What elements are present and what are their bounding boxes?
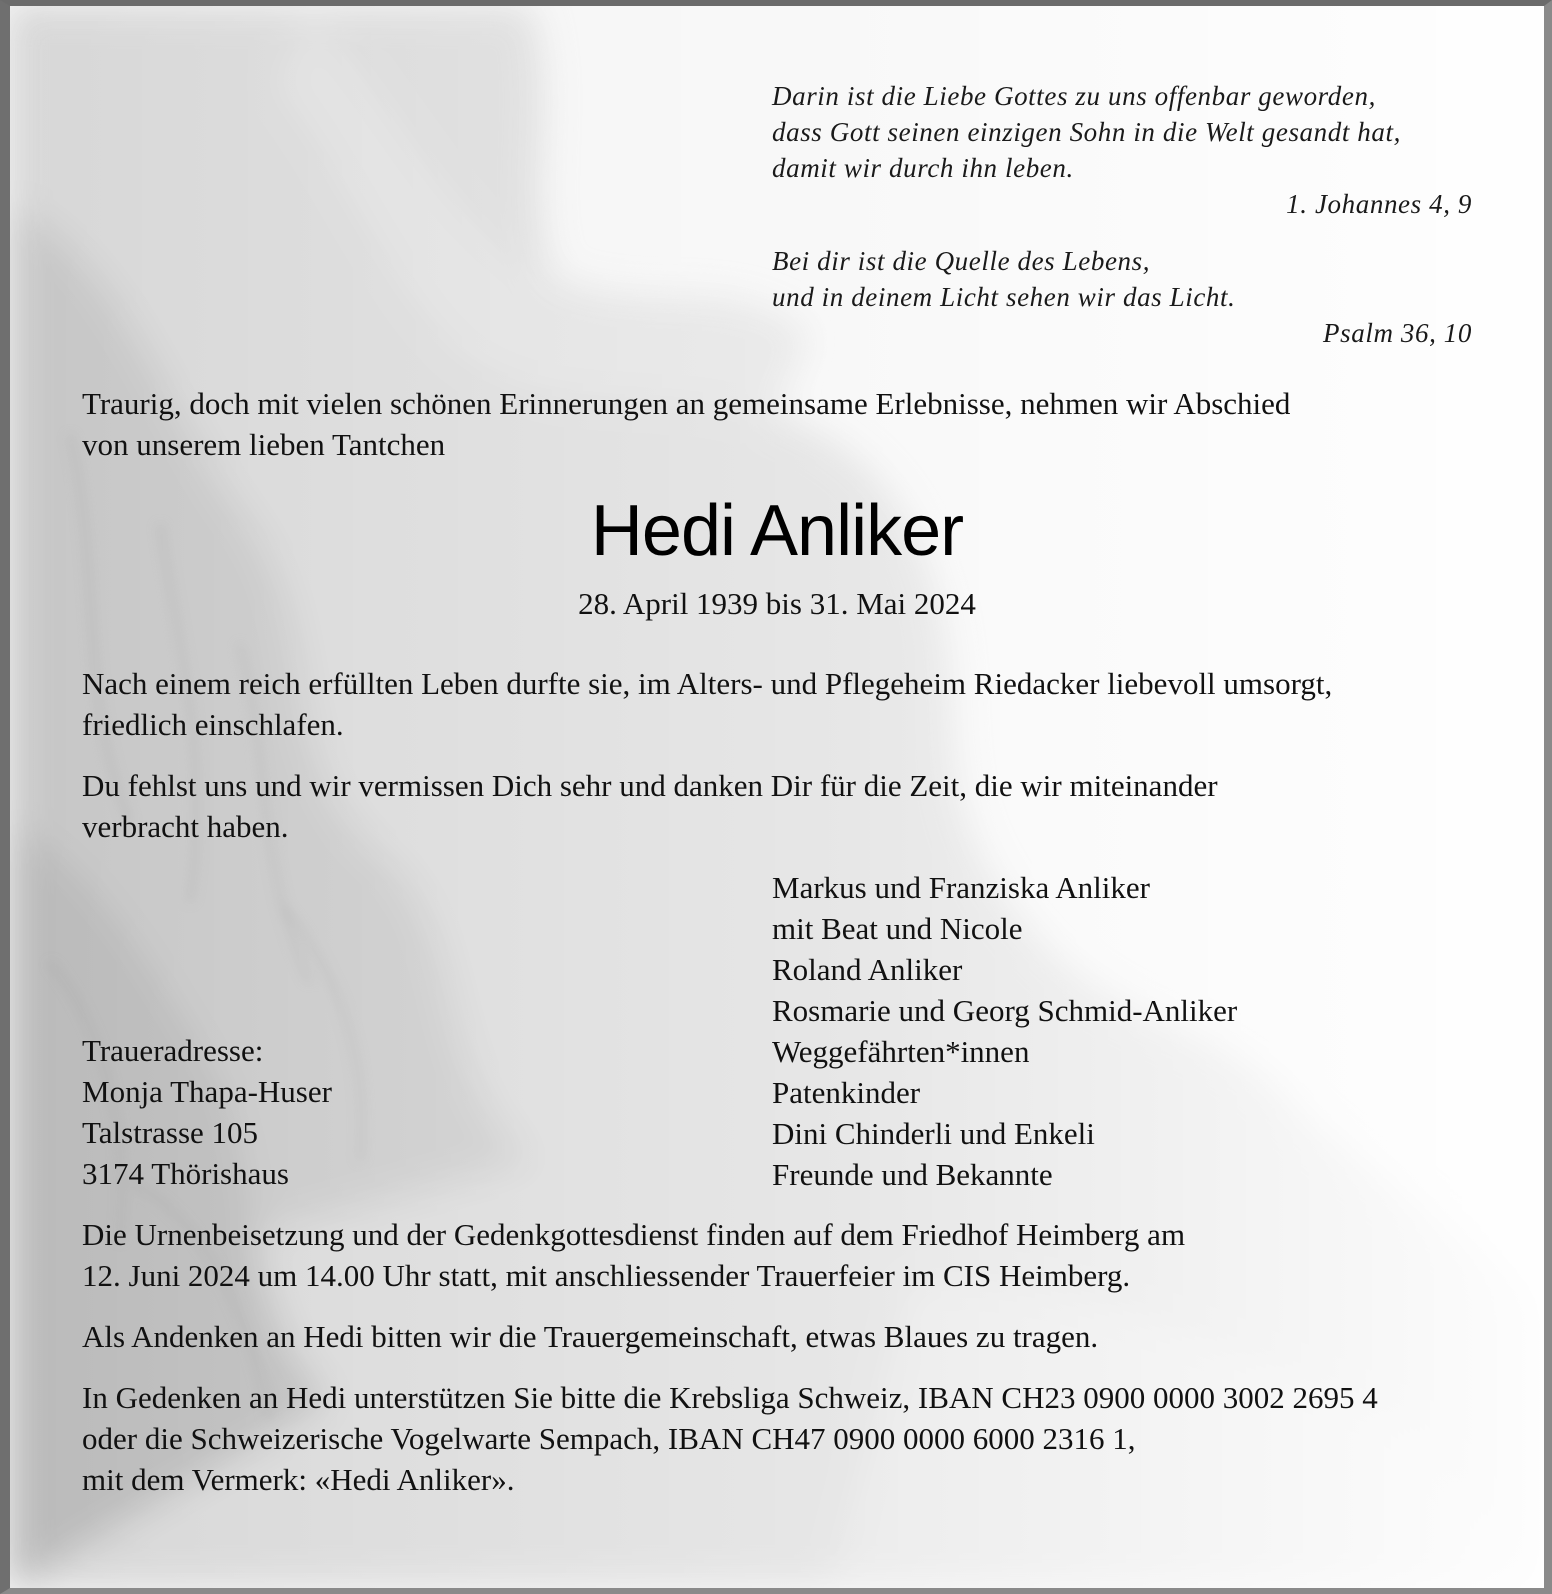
paragraph-line: 12. Juni 2024 um 14.00 Uhr statt, mit anschliessender Trauerfeier im CIS Heimberg. <box>82 1258 1131 1293</box>
paragraph-line: friedlich einschlafen. <box>82 707 344 742</box>
intro-line: von unserem lieben Tantchen <box>82 427 446 462</box>
verse-line: und in deinem Licht sehen wir das Licht. <box>772 282 1236 312</box>
mourners-list <box>772 867 1237 1195</box>
paragraph-line: mit dem Vermerk: «Hedi Anliker». <box>82 1462 515 1497</box>
verse-line: Darin ist die Liebe Gottes zu uns offenbar geworden, <box>772 81 1376 111</box>
mourner-entry: mit Beat und Nicole <box>772 911 1023 946</box>
verse-line: Bei dir ist die Quelle des Lebens, <box>772 246 1151 276</box>
intro-line: Traurig, doch mit vielen schönen Erinnerungen an gemeinsame Erlebnisse, nehmen wir Abschied <box>82 386 1291 421</box>
bible-verse-1 <box>772 78 1472 222</box>
request-paragraph <box>82 1316 1482 1357</box>
donation-paragraph <box>82 1377 1482 1500</box>
paragraph-line: oder die Schweizerische Vogelwarte Sempach, IBAN CH47 0900 0000 6000 2316 1, <box>82 1421 1136 1456</box>
paragraph-line: Als Andenken an Hedi bitten wir die Trauergemeinschaft, etwas Blaues zu tragen. <box>82 1319 1099 1354</box>
mourner-entry: Markus und Franziska Anliker <box>772 870 1150 905</box>
life-dates: 28. April 1939 bis 31. Mai 2024 <box>578 586 976 621</box>
mourner-entry: Patenkinder <box>772 1075 921 1110</box>
paragraph-line: Du fehlst uns und wir vermissen Dich sehr und danken Dir für die Zeit, die wir miteinander <box>82 768 1218 803</box>
mourner-entry: Dini Chinderli und Enkeli <box>772 1116 1095 1151</box>
intro-text <box>82 383 1482 465</box>
paragraph-line: In Gedenken an Hedi unterstützen Sie bitte die Krebsliga Schweiz, IBAN CH23 0900 0000 3002 2695 4 <box>82 1380 1378 1415</box>
bible-verse-2 <box>772 243 1472 351</box>
verse-reference: 1. Johannes 4, 9 <box>1286 189 1472 219</box>
mourner-entry: Freunde und Bekannte <box>772 1157 1053 1192</box>
address-line: Talstrasse 105 <box>82 1115 259 1150</box>
passing-paragraph <box>82 663 1482 745</box>
mourner-entry: Weggefährten*innen <box>772 1034 1030 1069</box>
deceased-name: Hedi Anliker <box>590 491 964 571</box>
paragraph-line: Die Urnenbeisetzung und der Gedenkgottesdienst finden auf dem Friedhof Heimberg am <box>82 1217 1186 1252</box>
mourner-entry: Rosmarie und Georg Schmid-Anliker <box>772 993 1238 1028</box>
paragraph-line: Nach einem reich erfüllten Leben durfte sie, im Alters- und Pflegeheim Riedacker liebevoll umsorgt, <box>82 666 1333 701</box>
paragraph-line: verbracht haben. <box>82 809 289 844</box>
mourning-address <box>82 1030 332 1194</box>
missing-paragraph <box>82 765 1482 847</box>
verse-line: dass Gott seinen einzigen Sohn in die Welt gesandt hat, <box>772 117 1401 147</box>
address-line: Monja Thapa-Huser <box>82 1074 332 1109</box>
ceremony-paragraph <box>82 1214 1482 1296</box>
mourner-entry: Roland Anliker <box>772 952 963 987</box>
address-label: Traueradresse: <box>82 1033 264 1068</box>
verse-reference: Psalm 36, 10 <box>1323 318 1472 348</box>
verse-line: damit wir durch ihn leben. <box>772 153 1074 183</box>
address-line: 3174 Thörishaus <box>82 1156 289 1191</box>
